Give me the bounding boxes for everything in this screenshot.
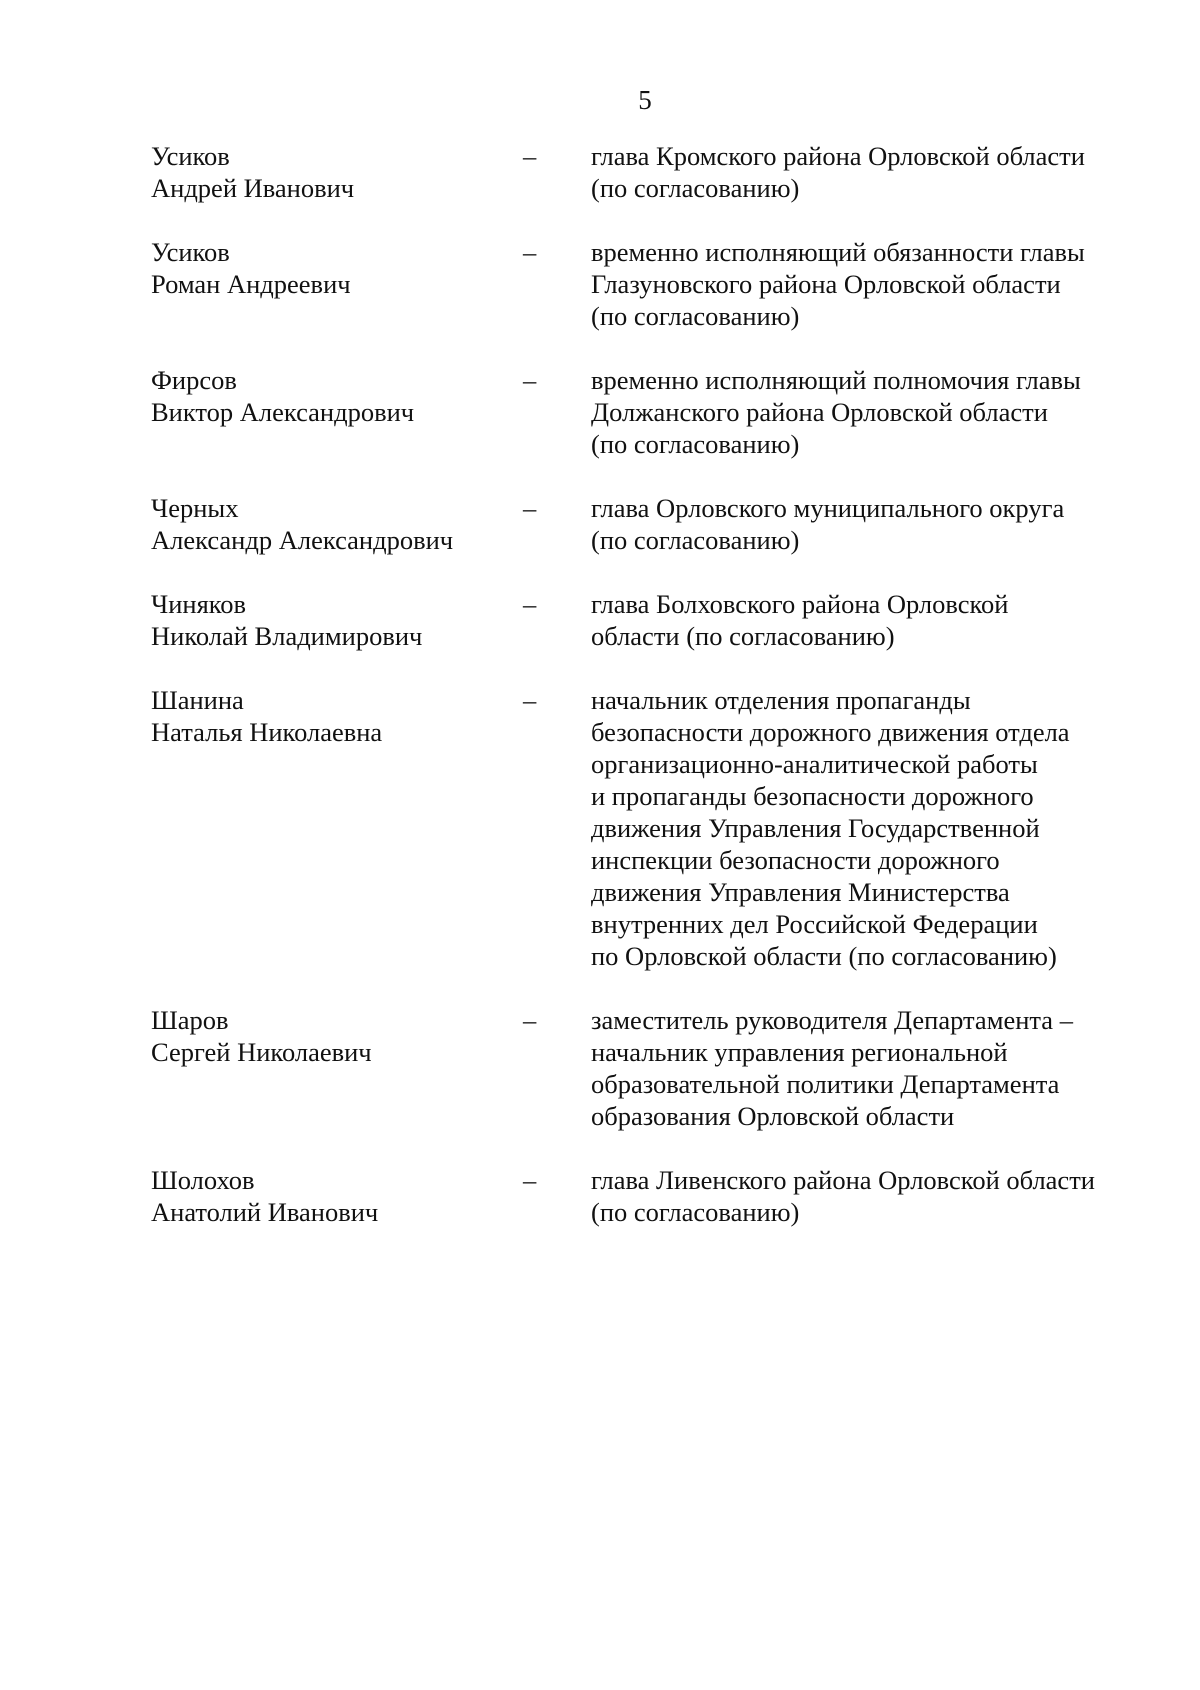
- list-item: [151, 364, 1141, 460]
- member-name: [151, 236, 523, 300]
- position-line: движения Управления Государственной: [591, 813, 1040, 843]
- member-position: [591, 236, 1141, 332]
- member-name: [151, 588, 523, 652]
- position-line: (по согласованию): [591, 301, 800, 331]
- position-line: инспекции безопасности дорожного: [591, 845, 1000, 875]
- member-surname: Шаров: [151, 1005, 229, 1035]
- position-line: начальник отделения пропаганды: [591, 685, 971, 715]
- position-line: (по согласованию): [591, 1197, 800, 1227]
- member-surname: Чиняков: [151, 589, 247, 619]
- list-item: [151, 1004, 1141, 1132]
- list-item: [151, 684, 1141, 972]
- list-item: [151, 236, 1141, 332]
- member-given-name: Николай Владимирович: [151, 621, 423, 651]
- member-name: [151, 492, 523, 556]
- member-position: [591, 364, 1141, 460]
- member-given-name: Андрей Иванович: [151, 173, 355, 203]
- member-surname: Усиков: [151, 237, 230, 267]
- member-given-name: Виктор Александрович: [151, 397, 415, 427]
- member-name: [151, 140, 523, 204]
- dash-separator: –: [523, 589, 537, 619]
- member-name: [151, 1004, 523, 1068]
- position-line: образовательной политики Департамента: [591, 1069, 1060, 1099]
- member-surname: Черных: [151, 493, 239, 523]
- position-line: области (по согласованию): [591, 621, 895, 651]
- dash-separator: –: [523, 685, 537, 715]
- position-line: и пропаганды безопасности дорожного: [591, 781, 1034, 811]
- member-position: [591, 1164, 1141, 1228]
- position-line: движения Управления Министерства: [591, 877, 1010, 907]
- member-surname: Усиков: [151, 141, 230, 171]
- page-number: 5: [638, 85, 652, 115]
- list-item: [151, 588, 1141, 652]
- member-given-name: Роман Андреевич: [151, 269, 351, 299]
- position-line: (по согласованию): [591, 173, 800, 203]
- position-line: безопасности дорожного движения отдела: [591, 717, 1070, 747]
- position-line: образования Орловской области: [591, 1101, 955, 1131]
- position-line: организационно-аналитической работы: [591, 749, 1038, 779]
- position-line: глава Ливенского района Орловской области: [591, 1165, 1095, 1195]
- member-given-name: Наталья Николаевна: [151, 717, 383, 747]
- dash-separator: –: [523, 237, 537, 267]
- position-line: глава Орловского муниципального округа: [591, 493, 1065, 523]
- member-surname: Фирсов: [151, 365, 237, 395]
- list-item: [151, 1164, 1141, 1228]
- position-line: Должанского района Орловской области: [591, 397, 1048, 427]
- position-line: (по согласованию): [591, 429, 800, 459]
- dash-separator: –: [523, 141, 537, 171]
- member-given-name: Сергей Николаевич: [151, 1037, 372, 1067]
- member-name: [151, 1164, 523, 1228]
- member-surname: Шанина: [151, 685, 244, 715]
- dash-separator: –: [523, 1005, 537, 1035]
- position-line: временно исполняющий полномочия главы: [591, 365, 1081, 395]
- member-name: [151, 684, 523, 748]
- position-line: глава Болховского района Орловской: [591, 589, 1009, 619]
- position-line: начальник управления региональной: [591, 1037, 1008, 1067]
- position-line: по Орловской области (по согласованию): [591, 941, 1057, 971]
- member-name: [151, 364, 523, 428]
- position-line: Глазуновского района Орловской области: [591, 269, 1061, 299]
- member-given-name: Александр Александрович: [151, 525, 454, 555]
- member-position: [591, 140, 1141, 204]
- members-list: [151, 140, 1141, 1228]
- member-position: [591, 1004, 1141, 1132]
- position-line: глава Кромского района Орловской области: [591, 141, 1085, 171]
- position-line: временно исполняющий обязанности главы: [591, 237, 1085, 267]
- position-line: внутренних дел Российской Федерации: [591, 909, 1038, 939]
- dash-separator: –: [523, 493, 537, 523]
- position-line: заместитель руководителя Департамента –: [591, 1005, 1073, 1035]
- member-position: [591, 684, 1141, 972]
- list-item: [151, 492, 1141, 556]
- member-position: [591, 492, 1141, 556]
- member-given-name: Анатолий Иванович: [151, 1197, 379, 1227]
- member-position: [591, 588, 1141, 652]
- list-item: [151, 140, 1141, 204]
- dash-separator: –: [523, 1165, 537, 1195]
- member-surname: Шолохов: [151, 1165, 255, 1195]
- dash-separator: –: [523, 365, 537, 395]
- position-line: (по согласованию): [591, 525, 800, 555]
